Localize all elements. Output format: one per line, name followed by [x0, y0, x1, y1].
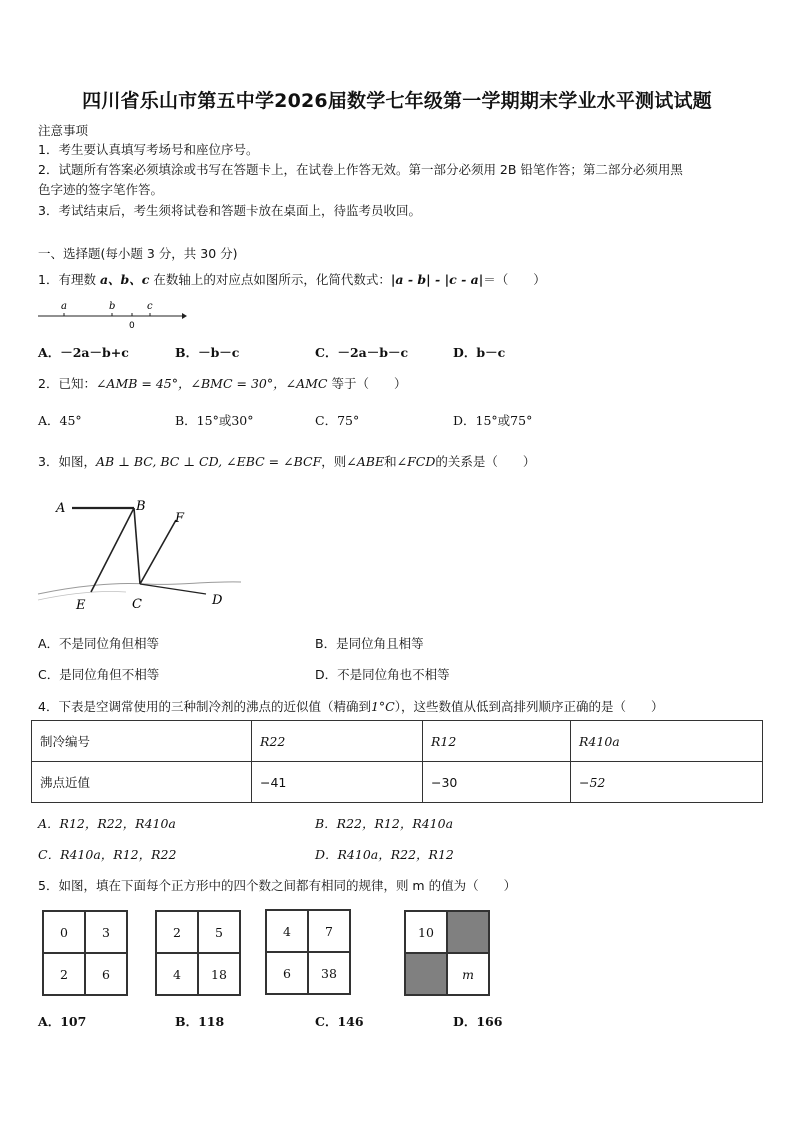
- table-cell: 制冷编号: [32, 721, 252, 762]
- axis-label-zero: 0: [129, 321, 135, 330]
- q3-option-a[interactable]: A．不是同位角但相等: [38, 636, 160, 651]
- q1-text-mid: 在数轴上的对应点如图所示，化简代数式：: [149, 272, 391, 287]
- table-cell: −30: [423, 762, 571, 803]
- square-cell: 10: [405, 911, 447, 953]
- number-square-3: [265, 909, 351, 995]
- notice-heading: 注意事项: [38, 123, 89, 138]
- square-cell: 4: [266, 910, 308, 952]
- table-row: [32, 721, 763, 762]
- number-line-figure: [36, 298, 188, 330]
- q1-option-c[interactable]: C．－2a－b－c: [315, 345, 409, 360]
- q4-option-b[interactable]: B．R22，R12，R410a: [315, 816, 454, 831]
- q3-option-d[interactable]: D．不是同位角也不相等: [315, 667, 450, 682]
- q2-expression: ∠AMB = 45°，∠BMC = 30°，∠AMC: [95, 376, 328, 391]
- question-1: [38, 270, 546, 288]
- q3-option-c[interactable]: C．是同位角但不相等: [38, 667, 160, 682]
- q4-option-d[interactable]: D．R410a，R22，R12: [315, 847, 454, 862]
- shaded-cell: [405, 953, 447, 995]
- q3-angle-fcd: ∠FCD: [396, 454, 436, 469]
- axis-label-c: c: [147, 301, 153, 312]
- axis-label-b: b: [109, 301, 116, 312]
- section-heading: 一、选择题(每小题 3 分，共 30 分): [38, 246, 238, 261]
- point-label-b: B: [136, 499, 146, 514]
- q1-option-b[interactable]: B．－b－c: [175, 345, 240, 360]
- q3-angle-abe: ∠ABE: [346, 454, 385, 469]
- square-cell: 2: [156, 911, 198, 953]
- q3-option-b[interactable]: B．是同位角且相等: [315, 636, 424, 651]
- refrigerant-table: [31, 720, 763, 803]
- q2-text: 2．已知：: [38, 376, 96, 391]
- point-label-c: C: [132, 597, 142, 612]
- q2-option-b[interactable]: B．15°或30°: [175, 413, 254, 428]
- number-square-4: [404, 910, 490, 996]
- q1-text: 1．有理数: [38, 272, 100, 287]
- angle-figure: [36, 494, 242, 616]
- question-2: [38, 374, 406, 392]
- q3-text: 3．如图，: [38, 454, 96, 469]
- table-cell: −41: [252, 762, 423, 803]
- q4-option-c[interactable]: C．R410a，R12，R22: [38, 847, 177, 862]
- q3-text-and: 和: [384, 454, 397, 469]
- question-4: [38, 697, 664, 715]
- page-title: 四川省乐山市第五中学2026届数学七年级第一学期期末学业水平测试试题: [82, 90, 712, 112]
- q4-text: 4．下表是空调常使用的三种制冷剂的沸点的近似值（精确到: [38, 699, 371, 714]
- q2-text-end: 等于（ ）: [327, 376, 407, 391]
- q1-text-end: ＝（ ）: [483, 272, 546, 287]
- axis-label-a: a: [61, 301, 67, 312]
- table-cell: R12: [423, 721, 571, 762]
- q2-option-d[interactable]: D．15°或75°: [453, 413, 533, 428]
- shaded-cell: [447, 911, 489, 953]
- table-cell: 沸点近值: [32, 762, 252, 803]
- notice-item: 2．试题所有答案必须填涂或书写在答题卡上，在试卷上作答无效。第一部分必须用 2B 铅笔作答；第二部分必须用黑: [38, 162, 683, 177]
- square-cell: 2: [43, 953, 85, 995]
- q2-option-a[interactable]: A．45°: [38, 413, 82, 428]
- q2-option-c[interactable]: C．75°: [315, 413, 360, 428]
- square-cell: 6: [85, 953, 127, 995]
- q5-option-c[interactable]: C．146: [315, 1014, 364, 1029]
- q4-text-end: ），这些数值从低到高排列顺序正确的是（ ）: [394, 699, 664, 714]
- notice-item: 3．考试结束后，考生须将试卷和答题卡放在桌面上，待监考员收回。: [38, 203, 421, 218]
- question-5: 5．如图，填在下面每个正方形中的四个数之间都有相同的规律，则 m 的值为（ ）: [38, 878, 517, 893]
- square-cell: 18: [198, 953, 240, 995]
- q3-text-mid: ，则: [321, 454, 347, 469]
- table-row: [32, 762, 763, 803]
- q1-expression: |a - b| - |c - a|: [390, 272, 484, 287]
- table-cell: −52: [571, 762, 763, 803]
- q4-option-a[interactable]: A．R12，R22，R410a: [38, 816, 176, 831]
- q5-option-b[interactable]: B．118: [175, 1014, 225, 1029]
- number-square-2: [155, 910, 241, 996]
- square-cell-m: m: [447, 953, 489, 995]
- square-cell: 7: [308, 910, 350, 952]
- square-cell: 6: [266, 952, 308, 994]
- notice-item: 1．考生要认真填写考场号和座位序号。: [38, 142, 259, 157]
- question-3: [38, 452, 535, 470]
- q1-option-d[interactable]: D．b－c: [453, 345, 506, 360]
- square-cell: 3: [85, 911, 127, 953]
- q3-text-end: 的关系是（ ）: [435, 454, 536, 469]
- q1-vars: a、b、c: [99, 272, 150, 287]
- square-cell: 5: [198, 911, 240, 953]
- table-cell: R22: [252, 721, 423, 762]
- square-cell: 0: [43, 911, 85, 953]
- q3-expression: AB ⊥ BC, BC ⊥ CD, ∠EBC = ∠BCF: [95, 454, 322, 469]
- q5-option-d[interactable]: D．166: [453, 1014, 503, 1029]
- q4-unit: 1°C: [370, 699, 395, 714]
- point-label-a: A: [56, 501, 66, 516]
- point-label-d: D: [212, 593, 223, 608]
- square-cell: 38: [308, 952, 350, 994]
- point-label-f: F: [175, 511, 185, 526]
- square-cell: 4: [156, 953, 198, 995]
- q5-option-a[interactable]: A．107: [38, 1014, 87, 1029]
- notice-item: 色字迹的签字笔作答。: [38, 182, 164, 197]
- point-label-e: E: [76, 598, 86, 613]
- table-cell: R410a: [571, 721, 763, 762]
- number-square-1: [42, 910, 128, 996]
- q1-option-a[interactable]: A．－2a－b+c: [38, 345, 129, 360]
